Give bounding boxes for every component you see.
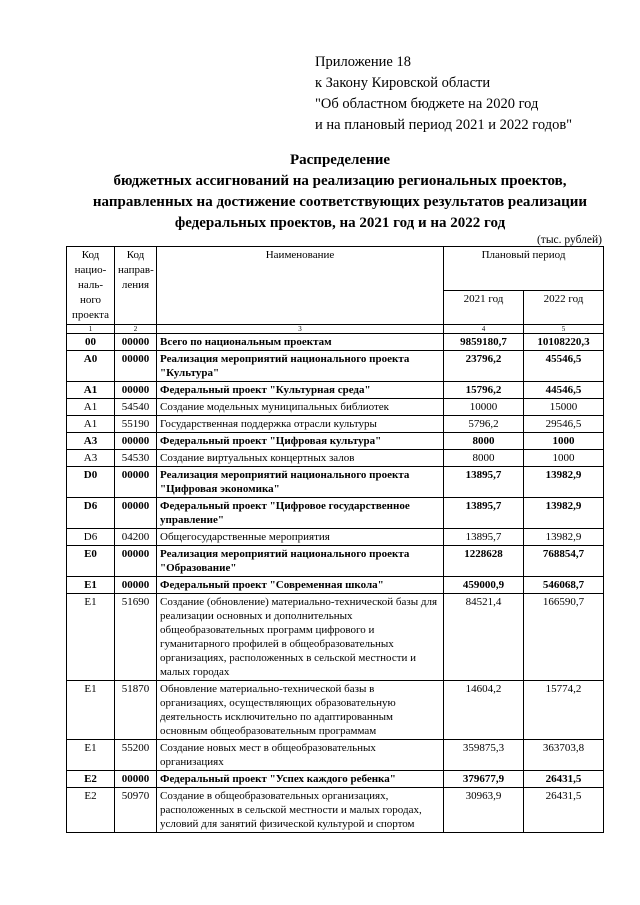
direction-code-cell: 00000 (115, 382, 157, 399)
project-code-cell: А3 (67, 433, 115, 450)
table-row (67, 334, 604, 351)
name-cell: Создание модельных муниципальных библиотек (157, 399, 444, 416)
project-code-cell: D6 (67, 498, 115, 529)
value-2021-cell: 14604,2 (444, 681, 524, 740)
value-2021-cell: 13895,7 (444, 467, 524, 498)
project-code-cell: А3 (67, 450, 115, 467)
header-name: Наименование (157, 247, 444, 325)
value-2022-cell: 1000 (524, 450, 604, 467)
project-code-cell: 00 (67, 334, 115, 351)
table-row (67, 498, 604, 529)
col-number: 2 (115, 325, 157, 334)
project-code-cell: Е1 (67, 681, 115, 740)
appendix-line: Приложение 18 (315, 54, 411, 70)
value-2021-cell: 10000 (444, 399, 524, 416)
value-2021-cell: 379677,9 (444, 771, 524, 788)
document-title (40, 150, 640, 234)
table-row (67, 577, 604, 594)
name-cell: Федеральный проект "Успех каждого ребенка" (157, 771, 444, 788)
project-code-cell: А0 (67, 351, 115, 382)
direction-code-cell: 00000 (115, 334, 157, 351)
appendix-block (315, 52, 572, 136)
name-cell: Обновление материально-технической базы в организациях, осуществляющих образовательную деятельность исключительно по адаптированным основным общеобразовательным программам (157, 681, 444, 740)
name-cell: Реализация мероприятий национального проекта "Цифровая экономика" (157, 467, 444, 498)
header-code-direction: Код направ- ления (115, 247, 157, 325)
name-cell: Всего по национальным проектам (157, 334, 444, 351)
direction-code-cell: 00000 (115, 433, 157, 450)
direction-code-cell: 00000 (115, 351, 157, 382)
table-row (67, 382, 604, 399)
appendix-line: и на плановый период 2021 и 2022 годов" (315, 117, 573, 133)
table-row (67, 681, 604, 740)
value-2022-cell: 13982,9 (524, 467, 604, 498)
value-2021-cell: 84521,4 (444, 594, 524, 681)
value-2022-cell: 29546,5 (524, 416, 604, 433)
name-cell: Реализация мероприятий национального проекта "Образование" (157, 546, 444, 577)
value-2021-cell: 13895,7 (444, 498, 524, 529)
value-2022-cell: 45546,5 (524, 351, 604, 382)
project-code-cell: Е0 (67, 546, 115, 577)
project-code-cell: Е1 (67, 577, 115, 594)
table-row (67, 788, 604, 833)
name-cell: Федеральный проект "Современная школа" (157, 577, 444, 594)
header-2022: 2022 год (524, 291, 604, 325)
value-2022-cell: 1000 (524, 433, 604, 450)
name-cell: Федеральный проект "Культурная среда" (157, 382, 444, 399)
value-2022-cell: 166590,7 (524, 594, 604, 681)
value-2022-cell: 15774,2 (524, 681, 604, 740)
project-code-cell: Е2 (67, 788, 115, 833)
value-2021-cell: 13895,7 (444, 529, 524, 546)
table-row (67, 740, 604, 771)
table-row (67, 529, 604, 546)
header-plan-period: Плановый период (444, 247, 604, 291)
project-code-cell: D0 (67, 467, 115, 498)
value-2021-cell: 9859180,7 (444, 334, 524, 351)
direction-code-cell: 00000 (115, 546, 157, 577)
table-row (67, 450, 604, 467)
appendix-line: "Об областном бюджете на 2020 год (315, 96, 539, 112)
direction-code-cell: 00000 (115, 771, 157, 788)
direction-code-cell: 54540 (115, 399, 157, 416)
table-row (67, 594, 604, 681)
project-code-cell: А1 (67, 399, 115, 416)
name-cell: Реализация мероприятий национального проекта "Культура" (157, 351, 444, 382)
table-row (67, 771, 604, 788)
value-2022-cell: 44546,5 (524, 382, 604, 399)
budget-table (66, 246, 604, 833)
value-2022-cell: 546068,7 (524, 577, 604, 594)
value-2021-cell: 15796,2 (444, 382, 524, 399)
project-code-cell: А1 (67, 416, 115, 433)
name-cell: Создание (обновление) материально-технической базы для реализации основных и дополнительных общеобразовательных программ цифрового и гуманитарного профилей в общеобразовательных организациях, расположенных в сельской местности и малых городах (157, 594, 444, 681)
name-cell: Общегосударственные мероприятия (157, 529, 444, 546)
project-code-cell: D6 (67, 529, 115, 546)
value-2022-cell: 13982,9 (524, 498, 604, 529)
col-number: 1 (67, 325, 115, 334)
name-cell: Создание в общеобразовательных организациях, расположенных в сельской местности и малых городах, условий для занятий физической культурой и спортом (157, 788, 444, 833)
direction-code-cell: 51690 (115, 594, 157, 681)
table-row (67, 467, 604, 498)
table-row (67, 399, 604, 416)
col-number: 5 (524, 325, 604, 334)
value-2022-cell: 26431,5 (524, 771, 604, 788)
direction-code-cell: 00000 (115, 498, 157, 529)
value-2021-cell: 8000 (444, 450, 524, 467)
unit-label: (тыс. рублей) (536, 234, 602, 246)
direction-code-cell: 00000 (115, 467, 157, 498)
value-2022-cell: 363703,8 (524, 740, 604, 771)
title-line: бюджетных ассигнований на реализацию региональных проектов, (113, 173, 567, 189)
project-code-cell: А1 (67, 382, 115, 399)
value-2022-cell: 26431,5 (524, 788, 604, 833)
table-row (67, 351, 604, 382)
direction-code-cell: 55200 (115, 740, 157, 771)
name-cell: Федеральный проект "Цифровая культура" (157, 433, 444, 450)
value-2022-cell: 768854,7 (524, 546, 604, 577)
value-2021-cell: 1228628 (444, 546, 524, 577)
direction-code-cell: 55190 (115, 416, 157, 433)
table-row (67, 433, 604, 450)
name-cell: Создание виртуальных концертных залов (157, 450, 444, 467)
value-2021-cell: 5796,2 (444, 416, 524, 433)
project-code-cell: Е1 (67, 740, 115, 771)
direction-code-cell: 50970 (115, 788, 157, 833)
name-cell: Федеральный проект "Цифровое государственное управление" (157, 498, 444, 529)
header-code-project: Код нацио- наль- ного проекта (67, 247, 115, 325)
value-2021-cell: 359875,3 (444, 740, 524, 771)
direction-code-cell: 51870 (115, 681, 157, 740)
value-2021-cell: 8000 (444, 433, 524, 450)
table-row (67, 416, 604, 433)
value-2021-cell: 459000,9 (444, 577, 524, 594)
direction-code-cell: 04200 (115, 529, 157, 546)
direction-code-cell: 54530 (115, 450, 157, 467)
name-cell: Государственная поддержка отрасли культуры (157, 416, 444, 433)
project-code-cell: Е2 (67, 771, 115, 788)
value-2022-cell: 13982,9 (524, 529, 604, 546)
table-row (67, 546, 604, 577)
value-2021-cell: 23796,2 (444, 351, 524, 382)
project-code-cell: Е1 (67, 594, 115, 681)
name-cell: Создание новых мест в общеобразовательных организациях (157, 740, 444, 771)
appendix-line: к Закону Кировской области (315, 75, 491, 91)
value-2021-cell: 30963,9 (444, 788, 524, 833)
title-line: Распределение (289, 152, 391, 168)
table-body (67, 334, 604, 833)
value-2022-cell: 10108220,3 (524, 334, 604, 351)
value-2022-cell: 15000 (524, 399, 604, 416)
header-2021: 2021 год (444, 291, 524, 325)
title-line: направленных на достижение соответствующих результатов реализации (92, 194, 588, 210)
title-line: федеральных проектов, на 2021 год и на 2022 год (174, 215, 506, 231)
direction-code-cell: 00000 (115, 577, 157, 594)
col-number: 4 (444, 325, 524, 334)
col-number: 3 (157, 325, 444, 334)
